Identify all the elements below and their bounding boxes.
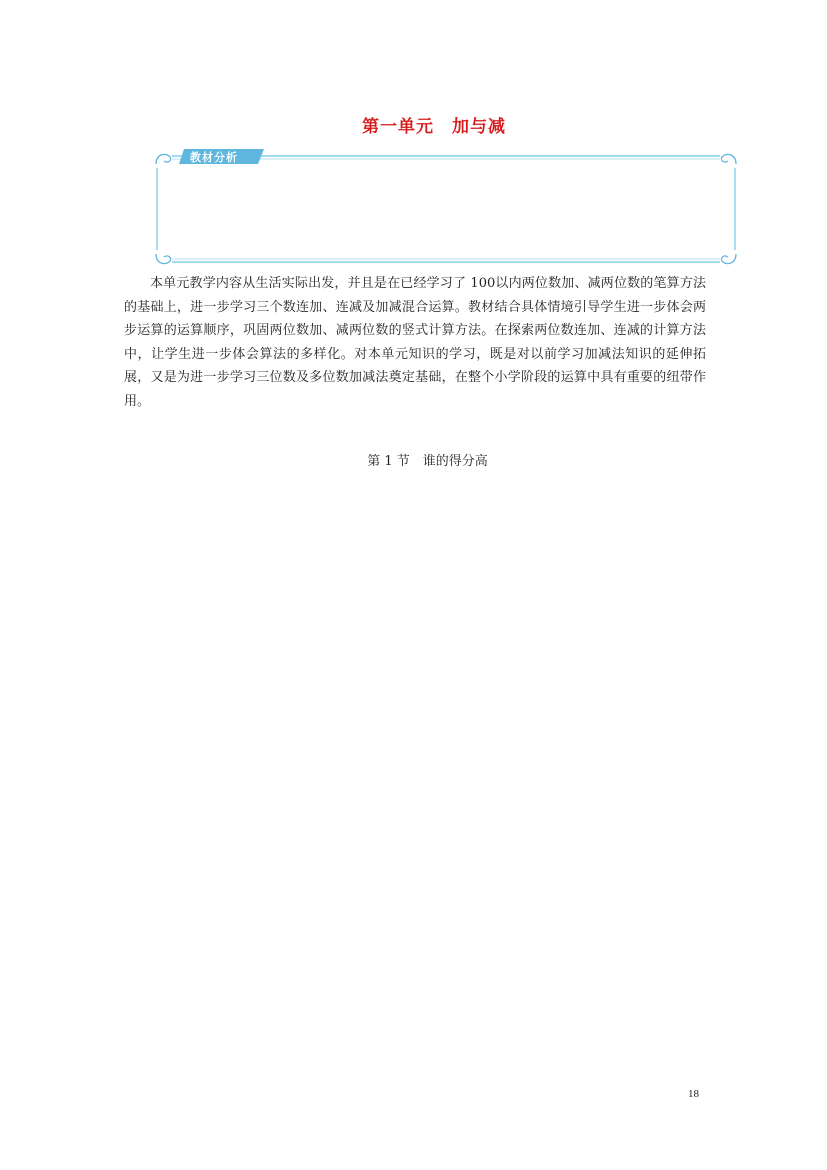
page-number: 18 <box>688 1088 699 1100</box>
section-title: 第 1 节 谁的得分高 <box>367 454 488 469</box>
unit-intro-paragraph: 本单元教学内容从生活实际出发，并且是在已经学习了 100以内两位数加、减两位数的笔算方法的基础上，进一步学习三个数连加、连减及加减混合运算。教材结合具体情境引导学生进一步体会两步运算的运算顺序，巩固两位数加、减两位数的竖式计算方法。在探索两位数连加、连减的计算方法中，让学生进一步体会算法的多样化。对本单元知识的学习，既是对以前学习加减法知识的延伸拓展，又是为进一步学习三位数及多位数加减法奠定基础，在整个小学阶段的运算中具有重要的纽带作用。 <box>124 276 706 409</box>
unit-title: 第一单元 加与减 <box>362 117 506 137</box>
corner-ornament-icon <box>156 154 736 263</box>
analysis-box-frame <box>152 148 740 270</box>
analysis-tag-label: 教材分析 <box>190 151 238 164</box>
